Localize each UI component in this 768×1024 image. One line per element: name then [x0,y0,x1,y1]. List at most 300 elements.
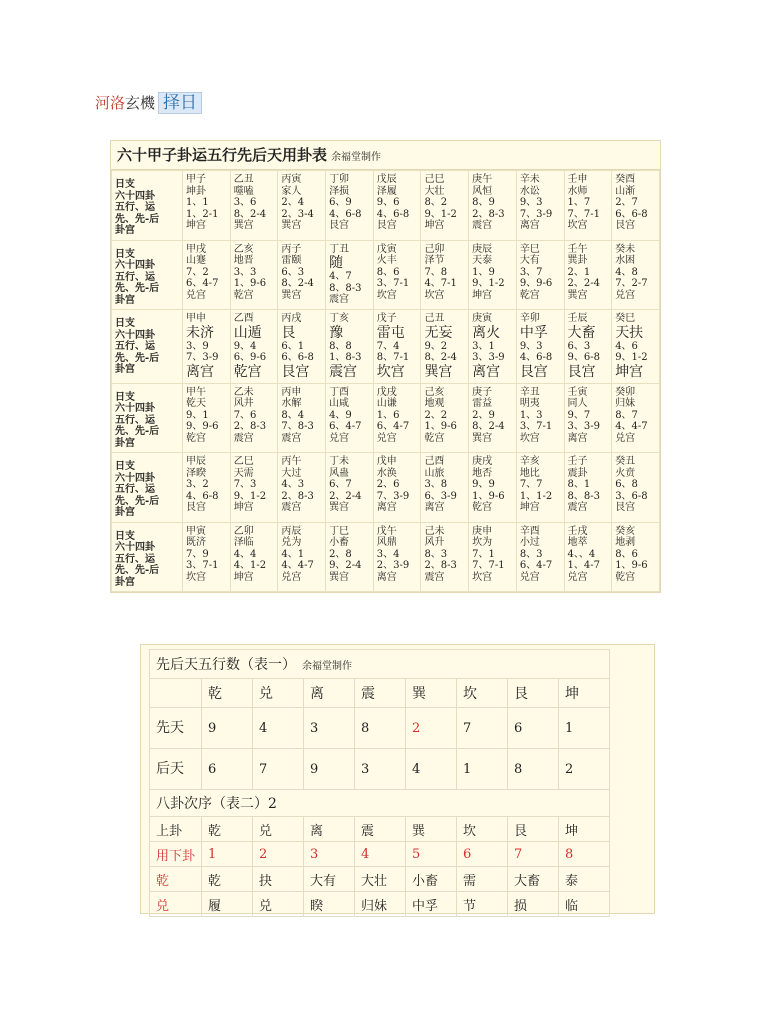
hexagram: 水涣 [376,467,397,479]
gua-palace: 艮宫 [567,363,596,380]
cell: 乾 [202,817,253,842]
cell: 需 [457,867,508,892]
table2-credit: 余福堂制作 [302,661,352,672]
gua-cell [516,240,564,310]
gua-cell [469,171,517,241]
day-branch: 丙午 [281,456,302,467]
wuxing-yun: 8、2 [424,197,448,208]
table2-title: 先后天五行数（表一） [156,657,296,673]
xian-hou: 7、7-1 [472,560,505,571]
cell: 履 [202,892,253,917]
day-branch: 辛丑 [519,386,540,398]
day-branch: 丙子 [281,243,302,255]
hexagram: 地剥 [615,537,636,548]
wuxing-yun: 9、4 [233,340,257,352]
hexagram: 地否 [472,467,493,479]
wuxing-yun: 2、7 [615,197,638,208]
gua-palace: 兑宫 [281,571,302,583]
gua-cell [516,522,564,592]
gua-cell [564,383,612,453]
wuxing-yun: 8、7 [615,409,638,421]
gua-cell [516,453,564,523]
cell: 小畜 [406,867,457,892]
row-labels [112,453,183,523]
number-cell: 6 [202,749,253,790]
gua-cell [421,383,469,453]
day-branch: 乙未 [233,386,254,398]
xian-hou: 9、2-4 [329,560,362,571]
row-label: 五行、运 [115,484,155,495]
day-branch: 壬辰 [567,313,588,324]
gua-cell [612,240,660,310]
hexagram: 山遁 [233,324,262,341]
cell: 坤 [559,817,610,842]
gua-palace: 坎宫 [567,220,588,231]
day-branch: 丙寅 [281,174,302,185]
gua-cell [373,383,421,453]
wuxing-yun: 9、3 [519,340,543,352]
trigram-header: 震 [355,679,406,708]
xian-hou: 6、4-7 [186,278,219,289]
gua-palace: 离宫 [567,432,588,444]
xian-hou: 2、3-4 [281,208,314,220]
table-row [150,892,610,917]
hexagram: 泽履 [376,185,397,197]
day-branch: 己酉 [424,456,445,467]
row-label: 日支 [115,391,135,403]
gua-cell [612,171,660,241]
xian-hou: 7、7-1 [567,208,600,220]
row-label: 先、先-后 [115,213,160,225]
gua-palace: 巽宫 [281,220,302,231]
gua-cell [278,310,326,384]
xian-hou: 4、1-2 [233,560,267,571]
gua-cell [516,310,564,384]
wuxing-yun: 8、4 [281,409,305,421]
hexagram: 山咸 [329,398,350,409]
xian-hou: 7、8-3 [281,421,314,432]
cell: 大畜 [508,867,559,892]
gua-cell [326,383,374,453]
trigram-header: 离 [304,679,355,708]
gua-palace: 乾宫 [233,363,262,380]
breadcrumb-link-heluo[interactable]: 河洛 [95,94,126,112]
cell: 2 [253,842,304,867]
row-label: 乾 [150,867,202,892]
xian-hou: 4、6-8 [186,490,219,502]
cell: 艮 [508,817,559,842]
table-row [150,817,610,842]
xian-hou: 8、2-4 [281,278,314,289]
wuxing-yun: 3、9 [186,340,209,352]
xian-hou: 8、8-3 [567,490,600,502]
gua-cell [421,522,469,592]
day-branch: 戊辰 [376,174,397,185]
hexagram: 山谦 [376,398,397,409]
hexagram: 小畜 [329,537,350,548]
row-labels [112,171,183,241]
gua-cell [230,522,278,592]
day-branch: 庚子 [472,386,493,398]
row-label: 卦宫 [115,437,135,449]
gua-cell [183,453,231,523]
hexagram: 山渐 [615,185,636,197]
hexagram: 雷颐 [281,255,302,266]
wuxing-yun: 8、9 [472,197,495,208]
gua-cell [469,383,517,453]
cell: 节 [457,892,508,917]
xian-hou: 6、6-8 [281,352,314,363]
gua-palace: 震宫 [567,502,588,513]
row-labels [112,522,183,592]
gua-palace: 坎宫 [376,363,405,380]
cell: 临 [559,892,610,917]
wuxing-yun: 3、4 [376,548,400,560]
day-branch: 庚寅 [472,313,493,324]
xian-hou: 8、7-1 [376,352,410,363]
gua-palace: 艮宫 [186,502,206,513]
wuxing-yun: 7、4 [376,340,400,352]
number-cell: 7 [457,708,508,749]
xian-hou: 1、9-6 [233,278,267,289]
day-branch: 乙酉 [233,313,254,324]
gua-palace: 坤宫 [472,289,493,301]
row-label: 六十四卦 [115,329,155,341]
hexagram: 大过 [281,467,302,479]
wuxing-yun: 3、1 [472,340,495,352]
gua-palace: 兑宫 [329,432,350,444]
cell: 损 [508,892,559,917]
day-branch: 癸丑 [615,456,636,467]
hexagram: 既济 [186,537,206,548]
row-label: 用下卦 [150,842,202,867]
gua-palace: 坤宫 [233,502,254,513]
gua-cell [421,240,469,310]
hexagram: 泽损 [329,185,350,197]
gua-palace: 艮宫 [281,363,310,380]
number-cell: 7 [253,749,304,790]
number-cell: 4 [253,708,304,749]
gua-palace: 坤宫 [615,363,644,380]
wuxing-yun: 2、2 [424,409,448,421]
table1-header [111,141,660,170]
xian-hou: 2、2-4 [329,490,362,502]
row-label: 五行、运 [115,414,155,426]
table-row [112,453,660,523]
gua-cell [230,310,278,384]
day-branch: 甲子 [186,174,206,185]
row-label: 六十四卦 [115,260,155,271]
wuxing-yun: 6、9 [329,197,352,208]
day-branch: 戊戌 [376,386,397,398]
xian-hou: 4、4-7 [281,560,314,571]
hexagram: 未济 [186,324,214,341]
gua-cell [373,171,421,241]
xian-hou: 6、3-9 [424,490,457,502]
table-row [150,650,610,679]
wuxing-yun: 4、6 [615,340,638,352]
wuxing-yun: 6、3 [567,340,591,352]
xian-hou: 9、1-2 [615,352,648,363]
day-branch: 丙申 [281,386,302,398]
gua-palace: 坎宫 [519,432,540,444]
hexagram: 小过 [519,537,540,548]
day-branch: 壬子 [567,456,588,467]
gua-palace: 离宫 [519,220,540,231]
xian-hou: 3、7-1 [376,278,410,289]
table1-credit: 余福堂制作 [331,152,382,163]
day-branch: 庚戌 [472,456,493,467]
gua-palace: 坎宫 [472,571,493,583]
gua-palace: 离宫 [376,571,397,583]
gua-cell [230,453,278,523]
number-cell: 1 [559,708,610,749]
number-cell: 1 [457,749,508,790]
cell: 5 [406,842,457,867]
gua-palace: 离宫 [376,502,397,513]
number-cell: 8 [355,708,406,749]
xian-hou: 9、9-6 [519,278,553,289]
gua-cell [183,171,231,241]
row-label: 六十四卦 [115,403,155,414]
gua-cell [373,453,421,523]
gua-palace: 巽宫 [472,432,493,444]
gua-palace: 兑宫 [186,289,206,301]
wuxing-yun: 4、1 [281,548,305,560]
day-branch: 庚申 [472,525,493,537]
cell: 离 [304,817,355,842]
hexagram: 山蹇 [186,255,206,266]
number-cell: 2 [559,749,610,790]
day-branch: 庚午 [472,174,493,185]
gua-palace: 兑宫 [519,571,540,583]
cell: 乾 [202,867,253,892]
gua-palace: 震宫 [281,502,302,513]
wuxing-yun: 4、9 [329,409,352,421]
wuxing-yun: 7、3 [233,479,257,490]
xian-hou: 1、8-3 [329,352,362,363]
gua-palace: 震宫 [281,432,302,444]
day-branch: 丁酉 [329,386,350,398]
xian-hou: 9、6-8 [567,352,600,363]
row-label: 五行、运 [115,341,155,352]
wuxing-yun: 7、8 [424,266,448,278]
hexagram: 震卦 [567,467,588,479]
cell: 震 [355,817,406,842]
wuxing-yun: 2、8 [329,548,352,560]
hexagram: 火贲 [615,467,636,479]
row-label: 六十四卦 [115,542,155,553]
gua-palace: 兑宫 [615,432,636,444]
row-label: 六十四卦 [115,472,155,484]
row-label: 兑 [150,892,202,917]
gua-cell [469,240,517,310]
hexagram: 水解 [281,398,302,409]
xian-hou: 2、8-3 [472,208,505,220]
xian-hou: 1、9-6 [615,560,648,571]
wuxing-yun: 9、2 [424,340,448,352]
cell: 巽 [406,817,457,842]
day-branch: 戊申 [376,456,397,467]
day-branch: 辛巳 [519,243,540,255]
wuxing-yun: 7、1 [472,548,495,560]
xian-hou: 7、3-9 [376,490,410,502]
wuxing-yun: 1、3 [519,409,543,421]
day-branch: 戊午 [376,525,397,537]
day-branch: 壬午 [567,243,588,255]
xian-hou: 1、9-6 [424,421,457,432]
gua-cell [183,240,231,310]
wuxing-yun: 4、7 [329,271,352,282]
day-branch: 壬寅 [567,386,588,398]
day-branch: 壬戌 [567,525,588,537]
wuxing-yun: 8、3 [519,548,543,560]
gua-cell [612,453,660,523]
hexagram: 泽节 [424,255,445,266]
gua-cell [469,453,517,523]
cell: 中孚 [406,892,457,917]
row-labels [112,383,183,453]
table-row [150,679,610,708]
xian-hou: 3、6-8 [615,490,648,502]
table-row [150,867,610,892]
gua-palace: 坤宫 [519,502,540,513]
xian-hou: 7、3-9 [186,352,219,363]
xian-hou: 9、1-2 [472,278,505,289]
xian-hou: 7、2-7 [615,278,648,289]
gua-cell [278,383,326,453]
gua-cell [230,240,278,310]
day-branch: 辛未 [519,174,540,185]
gua-palace: 离宫 [472,363,501,380]
breadcrumb-current[interactable]: 择日 [158,92,202,114]
corner-cell [150,679,202,708]
cell: 3 [304,842,355,867]
hexagram: 无妄 [424,324,453,341]
row-label: 卦宫 [115,225,135,236]
gua-palace: 巽宫 [329,502,350,513]
hexagram: 泽睽 [186,467,206,479]
gua-palace: 乾宫 [472,502,493,513]
cell: 抉 [253,867,304,892]
wuxing-yun: 6、7 [329,479,352,490]
hexagram: 天扶 [615,324,644,341]
day-branch: 戊寅 [376,243,397,255]
gua-cell [469,310,517,384]
gua-cell [183,522,231,592]
day-branch: 辛亥 [519,456,540,467]
day-branch: 乙丑 [233,174,254,185]
gua-cell [421,453,469,523]
gua-palace: 巽宫 [567,289,588,301]
cell: 睽 [304,892,355,917]
xian-hou: 6、9-6 [233,352,267,363]
xian-hou: 2、8-3 [233,421,267,432]
table-row [150,708,610,749]
hexagram: 天需 [233,467,254,479]
xian-hou: 8、8-3 [329,282,362,294]
hexagram: 家人 [281,185,302,197]
wuxing-yun: 9、1 [186,409,209,421]
day-branch: 丁丑 [329,243,350,255]
wuxing-yun: 6、3 [281,266,305,278]
day-branch: 丙戌 [281,313,302,324]
hexagram: 明夷 [519,398,540,409]
xian-hou: 4、6-8 [329,208,362,220]
day-branch: 壬申 [567,174,588,185]
day-branch: 己卯 [424,243,445,255]
hexagram: 离火 [472,324,501,341]
day-branch: 乙卯 [233,525,254,537]
wuxing-yun: 4、8 [615,266,638,278]
cell: 4 [355,842,406,867]
wuxing-yun: 3、6 [233,197,257,208]
row-label: 卦宫 [115,364,135,375]
hexagram: 归妹 [615,398,636,409]
xian-hou: 1、4-7 [567,560,600,571]
table1-title: 六十甲子卦运五行先后天用卦表 [117,146,328,164]
day-branch: 癸未 [615,243,636,255]
cell: 7 [508,842,559,867]
gua-palace: 巽宫 [233,220,254,231]
day-branch: 丁未 [329,456,350,467]
gua-cell [612,383,660,453]
table-row [112,310,660,384]
xian-hou: 3、7-1 [519,421,553,432]
table-row [150,790,610,817]
gua-palace: 艮宫 [615,220,636,231]
cell: 1 [202,842,253,867]
breadcrumb-link-xuanji[interactable]: 玄機 [125,94,156,112]
xian-hou: 9、1-2 [424,208,457,220]
day-branch: 己未 [424,525,445,537]
xian-hou: 6、4-7 [376,421,410,432]
wuxing-yun: 4、3 [281,479,305,490]
hexagram: 坤卦 [186,185,206,197]
xian-hou: 3、3-9 [472,352,505,363]
gua-palace: 乾宫 [424,432,445,444]
hexagram: 随 [329,255,344,271]
table-row [112,171,660,241]
wuxing-yun: 9、3 [519,197,543,208]
xian-hou: 2、3-9 [376,560,410,571]
hexagram: 风井 [233,398,254,409]
xian-hou: 4、7-1 [424,278,457,289]
hexagram: 同人 [567,398,588,409]
row-label: 日支 [115,530,135,542]
cell: 8 [559,842,610,867]
number-cell: 9 [202,708,253,749]
table2-title-cell [150,650,610,679]
day-branch: 甲申 [186,313,206,324]
xian-hou: 8、2-4 [424,352,457,363]
gua-cell [278,453,326,523]
hexagram: 坎为 [472,537,493,548]
wuxing-yun: 9、9 [472,479,495,490]
gua-cell [373,240,421,310]
gua-palace: 坤宫 [233,571,254,583]
gua-palace: 艮宫 [376,220,397,231]
gua-cell [183,383,231,453]
row-labels [112,310,183,384]
wuxing-yun: 2、6 [376,479,400,490]
xian-hou: 8、2-4 [472,421,505,432]
number-cell: 4 [406,749,457,790]
table-row [112,240,660,310]
wuxing-yun: 1、7 [567,197,591,208]
row-label: 日支 [115,179,135,190]
row-label: 上卦 [150,817,202,842]
